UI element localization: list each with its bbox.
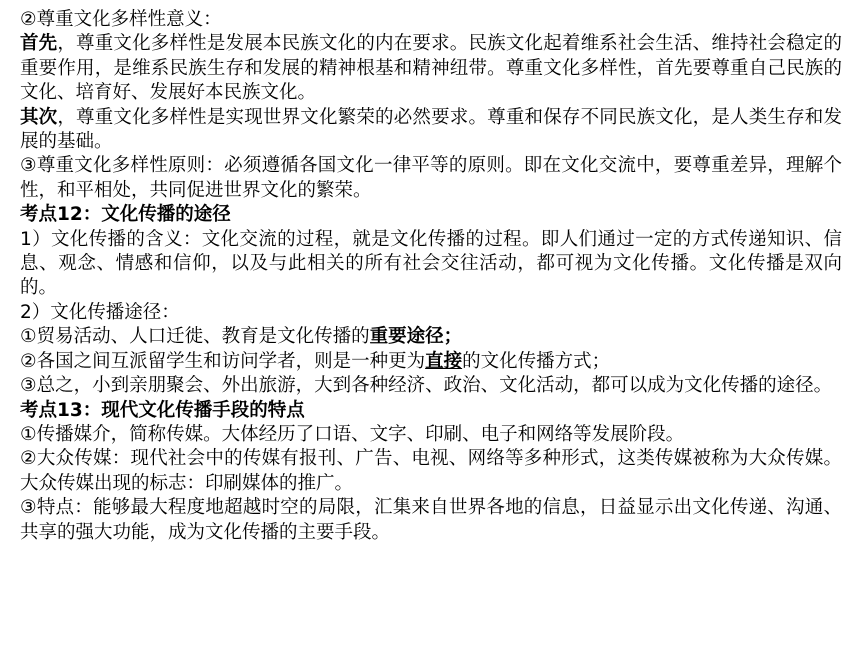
way3-paragraph: ③总之，小到亲朋聚会、外出旅游，大到各种经济、政治、文化活动，都可以成为文化传播的途径。 xyxy=(20,375,833,397)
way2-emphasis: 直接 xyxy=(425,350,463,372)
way1-emphasis: 重要途径； xyxy=(369,326,463,348)
way2-prefix: ②各国之间互派留学生和访问学者，则是一种更为 xyxy=(20,350,426,372)
point12-title: 考点12：文化传播的途径 xyxy=(20,204,231,226)
first-reason-paragraph xyxy=(20,32,842,105)
way1-paragraph xyxy=(20,325,842,349)
media-item3: ③特点：能够最大程度地超越时空的局限，汇集来自世界各地的信息，日益显示出文化传递、沟通、共享的强大功能，成为文化传播的主要手段。 xyxy=(20,497,842,543)
transmission-meaning-paragraph: 1）文化传播的含义：文化交流的过程，就是文化传播的过程。即人们通过一定的方式传递知识、信息、观念、情感和信仰，以及与此相关的所有社会交往活动，都可视为文化传播。文化传播是双向的。 xyxy=(20,228,842,299)
media-item1: ①传播媒介，简称传媒。大体经历了口语、文字、印刷、电子和网络等发展阶段。 xyxy=(20,423,685,445)
transmission-ways-heading: 2）文化传播途径： xyxy=(20,301,180,323)
principle-paragraph: ③尊重文化多样性原则：必须遵循各国文化一律平等的原则。即在文化交流中，要尊重差异，理解个性，和平相处，共同促进世界文化的繁荣。 xyxy=(20,155,842,201)
section2-heading: ②尊重文化多样性意义： xyxy=(20,9,222,30)
point13-title: 考点13：现代文化传播手段的特点 xyxy=(20,399,305,421)
document-page xyxy=(20,8,842,545)
way2-suffix: 的文化传播方式； xyxy=(462,350,611,372)
second-reason-paragraph xyxy=(20,106,842,155)
second-label: 其次 xyxy=(20,106,58,128)
way1-text: ①贸易活动、人口迁徙、教育是文化传播的 xyxy=(20,326,370,348)
second-reason-text: ，尊重文化多样性是实现世界文化繁荣的必然要求。尊重和保存不同民族文化，是人类生存和发展的基础。 xyxy=(20,106,842,153)
first-label: 首先 xyxy=(20,33,58,55)
first-reason-text: ，尊重文化多样性是发展本民族文化的内在要求。民族文化起着维系社会生活、维持社会稳定的重要作用，是维系民族生存和发展的精神根基和精神纽带。尊重文化多样性，首先要尊重自己民族的文化、培育好、发展好本民族文化。 xyxy=(20,33,842,104)
way2-paragraph xyxy=(20,350,842,374)
media-item2: ②大众传媒：现代社会中的传媒有报刊、广告、电视、网络等多种形式，这类传媒被称为大众传媒。大众传媒出现的标志：印刷媒体的推广。 xyxy=(20,448,842,494)
